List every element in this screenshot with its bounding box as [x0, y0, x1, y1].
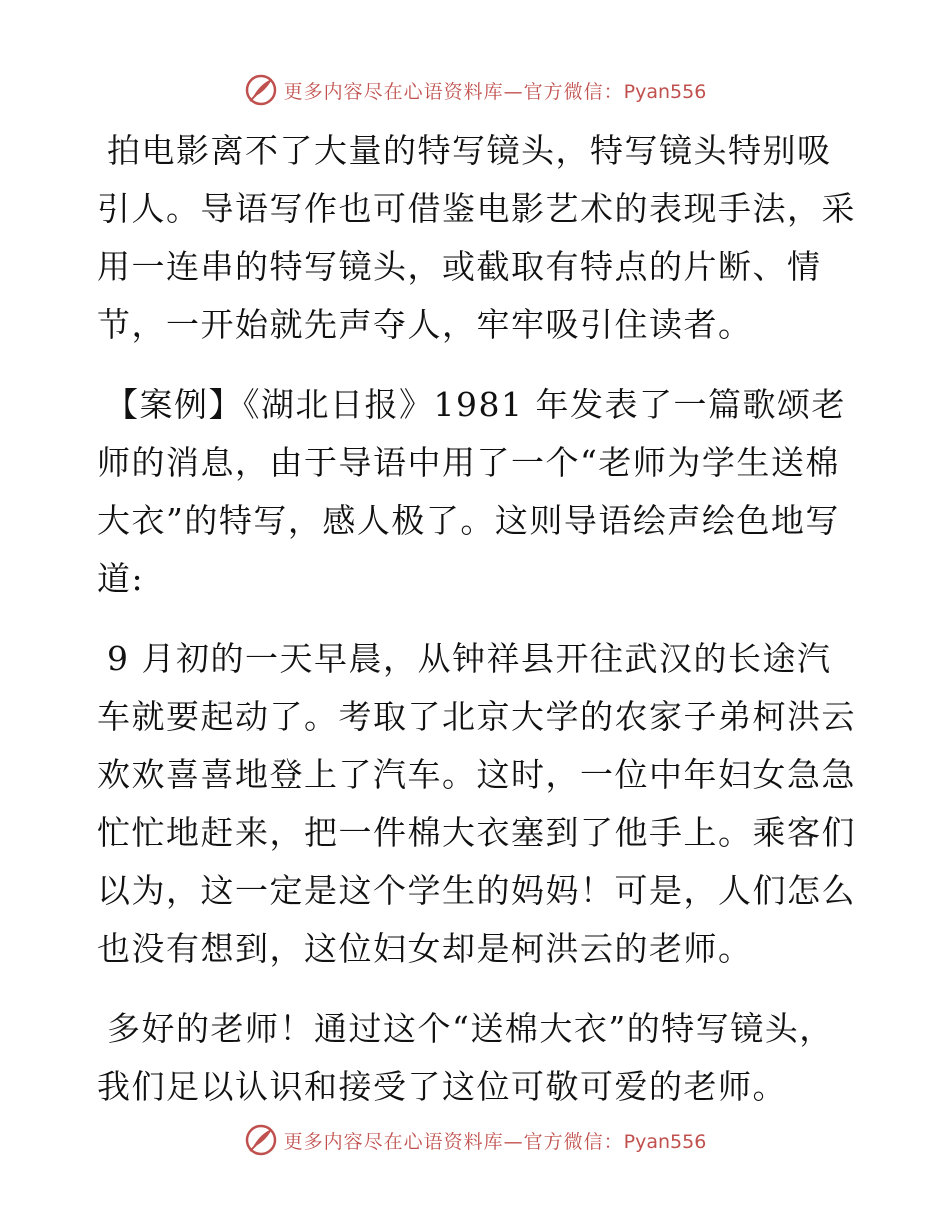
watermark-handle: Pyan556 — [623, 1130, 707, 1153]
feather-pen-icon — [244, 73, 278, 107]
watermark-handle: Pyan556 — [623, 80, 707, 103]
paragraph-case: 【案例】《湖北日报》1981 年发表了一篇歌颂老师的消息，由于导语中用了一个“老师为学生送棉大衣”的特写，感人极了。这则导语绘声绘色地写道: — [97, 385, 846, 598]
paragraph-conclusion: 多好的老师！通过这个“送棉大衣”的特写镜头，我们足以认识和接受了这位可敬可爱的老师。 — [97, 1009, 834, 1106]
paragraph-intro: 拍电影离不了大量的特写镜头，特写镜头特别吸引人。导语写作也可借鉴电影艺术的表现手法，采用一连串的特写镜头，或截取有特点的片断、情节，一开始就先声夺人，牢牢吸引住读者。 — [97, 131, 856, 344]
paragraph-lead-example: 9 月初的一天早晨，从钟祥县开往武汉的长途汽车就要起动了。考取了北京大学的农家子弟柯洪云欢欢喜喜地登上了汽车。这时，一位中年妇女急急忙忙地赶来，把一件棉大衣塞到了他手上。乘客们以为，这一定是这个学生的妈妈！可是，人们怎么也没有想到，这位妇女却是柯洪云的老师。 — [97, 639, 856, 968]
footer-watermark — [0, 1120, 950, 1160]
watermark-text: 更多内容尽在心语资料库—官方微信：Pyan556 — [283, 1130, 707, 1153]
watermark-text: 更多内容尽在心语资料库—官方微信：Pyan556 — [283, 80, 707, 103]
document-body — [97, 122, 857, 1138]
header-watermark — [0, 70, 950, 110]
feather-pen-icon — [244, 1123, 278, 1157]
